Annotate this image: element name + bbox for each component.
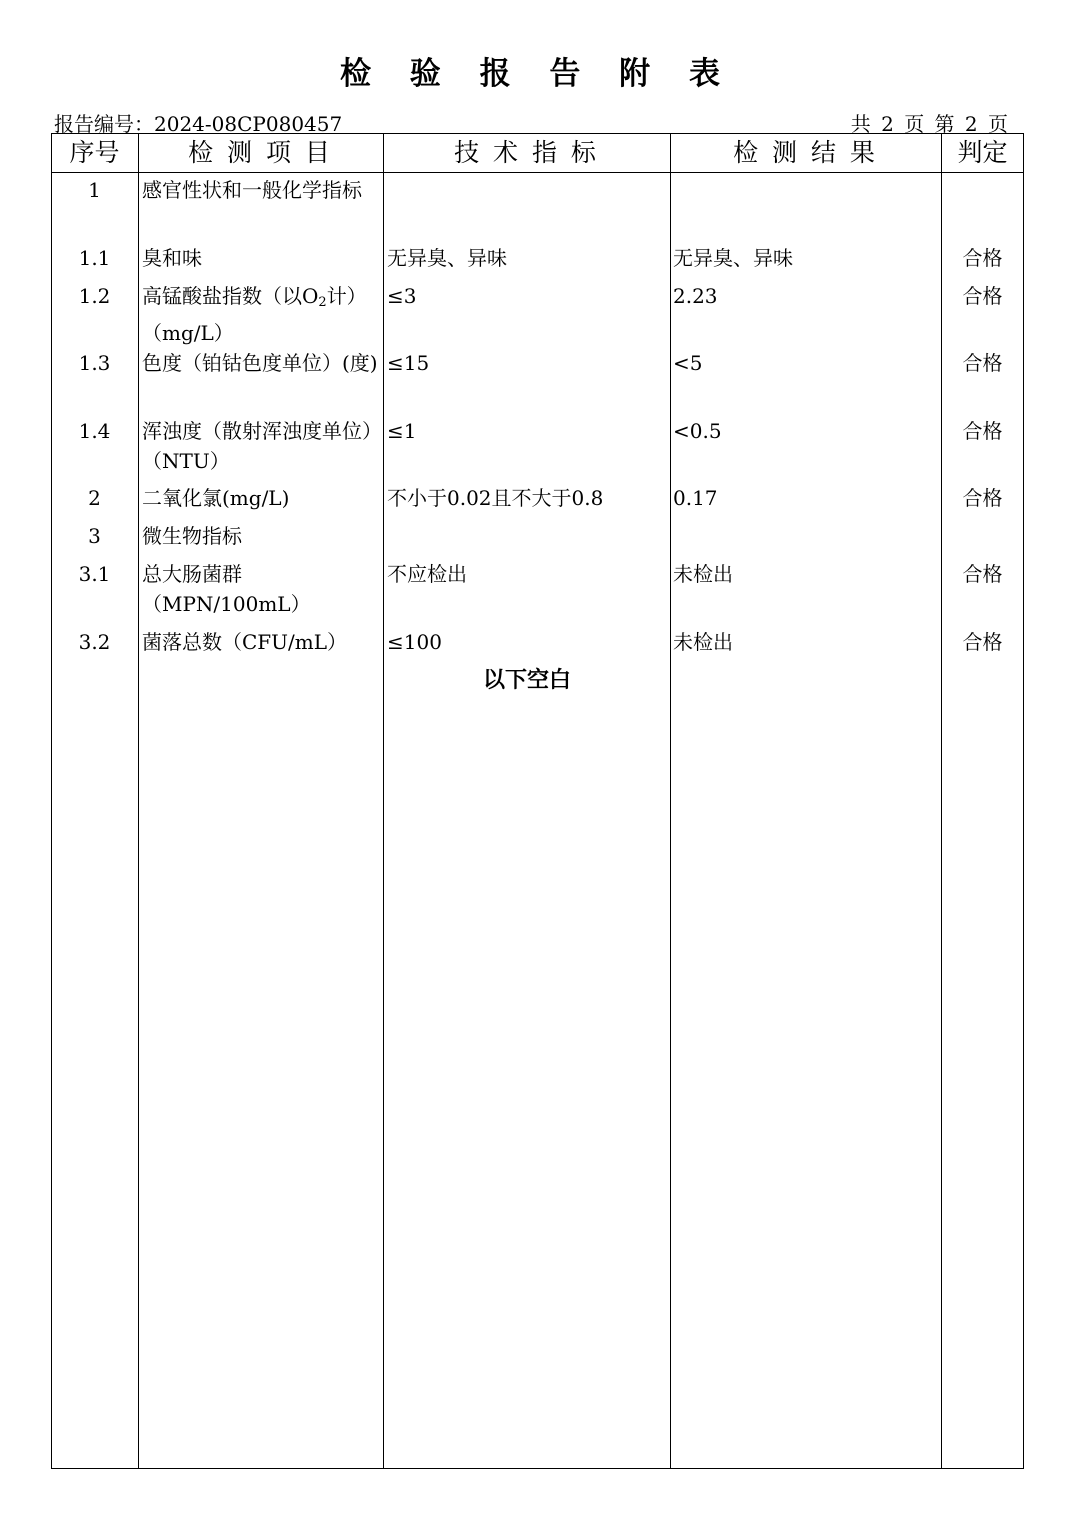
row-number: 1 [88,178,101,202]
row-verdict: 合格 [962,486,1003,510]
report-title: 检 验 报 告 附 表 [340,56,734,92]
row-verdict: 合格 [962,284,1003,308]
row-result: 未检出 [673,562,733,586]
row-number: 1.2 [78,284,111,308]
row-number: 1.3 [78,351,111,375]
row-result: <5 [673,351,703,375]
header-result: 检 测 结 果 [733,138,878,167]
row-number: 3 [88,524,101,548]
row-result: <0.5 [673,419,722,443]
row-spec: ≤100 [387,630,442,654]
row-item: 浑浊度（散射浑浊度单位）（NTU） [142,419,382,473]
row-item: 二氧化氯(mg/L) [142,486,290,510]
row-result: 0.17 [673,486,718,510]
row-item: 臭和味 [142,246,202,270]
row-verdict: 合格 [962,630,1003,654]
row-item: 菌落总数（CFU/mL） [142,630,348,654]
row-spec: 无异臭、异味 [387,246,507,270]
row-result: 2.23 [673,284,718,308]
row-item [142,281,382,348]
page-indicator: 共 2 页 第 2 页 [850,112,1008,136]
row-number: 1.4 [78,419,111,443]
header-item: 检 测 项 目 [188,138,333,167]
row-number: 3.2 [78,630,111,654]
row-number: 2 [88,486,101,510]
row-verdict: 合格 [962,562,1003,586]
row-item-part: 计）（mg/L） [142,284,367,345]
row-spec: ≤15 [387,351,430,375]
row-item-part: 高锰酸盐指数（以O [142,284,319,308]
row-item: 总大肠菌群（MPN/100mL） [142,562,311,616]
row-verdict: 合格 [962,351,1003,375]
row-result: 未检出 [673,630,733,654]
column-divider [670,134,671,1468]
row-verdict: 合格 [962,246,1003,270]
row-verdict: 合格 [962,419,1003,443]
header-spec: 技 术 指 标 [454,138,599,167]
row-spec: ≤1 [387,419,417,443]
report-number: 报告编号：2024-08CP080457 [54,112,343,136]
row-item: 微生物指标 [142,524,242,548]
subscript: 2 [318,295,327,310]
row-spec: 不应检出 [387,562,467,586]
row-item: 感官性状和一般化学指标 [142,178,362,202]
row-spec: 不小于0.02且不大于0.8 [387,486,604,510]
column-divider [941,134,942,1468]
row-number: 3.1 [78,562,111,586]
header-no: 序号 [69,138,120,167]
column-divider [383,134,384,1468]
row-item: 色度（铂钴色度单位）(度) [142,351,378,375]
row-number: 1.1 [78,246,111,270]
row-result: 无异臭、异味 [673,246,793,270]
column-divider [138,134,139,1468]
blank-below-note: 以下空白 [482,668,571,693]
header-verdict: 判定 [957,138,1008,167]
row-spec: ≤3 [387,284,417,308]
